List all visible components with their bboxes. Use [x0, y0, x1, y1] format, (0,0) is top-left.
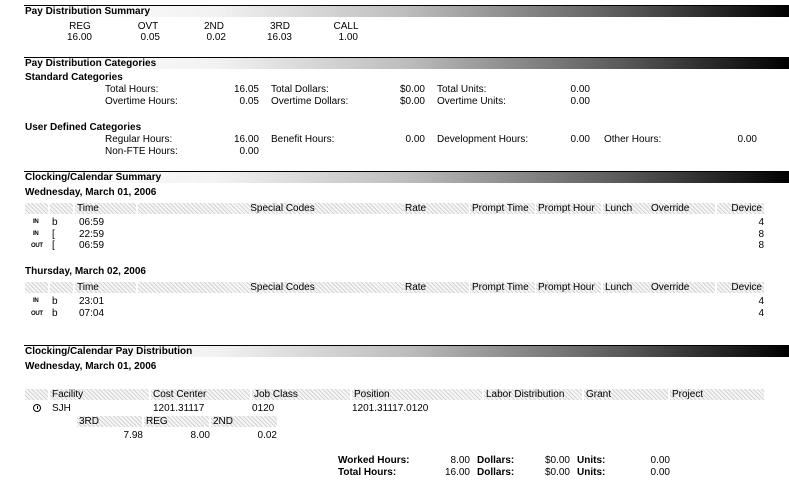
pay-date: Wednesday, March 01, 2006	[25, 361, 157, 372]
standard-categories-title: Standard Categories	[25, 72, 123, 83]
overtime-hours-value: 0.05	[239, 96, 259, 107]
punch-code: [	[52, 229, 55, 240]
header-device: Device	[717, 282, 764, 293]
summary-header-2nd: 2ND	[203, 21, 224, 32]
header-time: Time	[75, 282, 138, 293]
header-position: Position	[352, 389, 484, 400]
overtime-units-label: Overtime Units:	[437, 96, 506, 107]
total-hours-label: Total Hours:	[105, 84, 159, 95]
punch-code: b	[52, 296, 58, 307]
header-blank	[25, 389, 50, 400]
header-labor-distribution: Labor Distribution	[484, 389, 584, 400]
facility-value: SJH	[52, 403, 71, 414]
cost-center-value: 1201.31117	[153, 403, 205, 414]
other-hours-label: Other Hours:	[604, 134, 662, 145]
clock-out-icon: OUT	[31, 243, 43, 249]
day-date: Wednesday, March 01, 2006	[25, 187, 157, 198]
punch-code: b	[52, 217, 58, 228]
header-reg: REG	[144, 416, 211, 427]
header-override: Override	[649, 282, 717, 293]
worked-units-label: Units:	[577, 455, 606, 466]
pay-code-2nd-value: 0.02	[257, 430, 277, 441]
total-hours-summary-value: 16.00	[444, 467, 470, 478]
clock-icon	[33, 404, 41, 412]
clock-in-icon: IN	[33, 298, 39, 304]
header-special-codes: Special Codes	[138, 203, 429, 214]
summary-value-2nd: 0.02	[206, 32, 226, 43]
punch-time: 22:59	[79, 229, 105, 240]
header-rate: Rate	[403, 282, 471, 293]
user-defined-categories-title: User Defined Categories	[25, 122, 142, 133]
total-units-summary-label: Units:	[577, 467, 606, 478]
punch-device: 4	[758, 296, 764, 307]
non-fte-hours-label: Non-FTE Hours:	[105, 146, 178, 157]
total-hours-summary-label: Total Hours:	[338, 467, 397, 478]
header-2nd: 2ND	[211, 416, 277, 427]
punch-device: 8	[758, 229, 764, 240]
header-rate: Rate	[403, 203, 471, 214]
total-units-label: Total Units:	[437, 84, 487, 95]
worked-hours-value: 8.00	[450, 455, 470, 466]
punch-time: 06:59	[79, 240, 105, 251]
header-prompt-hour: Prompt Hour	[536, 203, 603, 214]
section-title: Pay Distribution Categories	[25, 58, 157, 69]
worked-dollars-label: Dollars:	[477, 455, 515, 466]
header-job-class: Job Class	[252, 389, 352, 400]
total-units-summary-value: 0.00	[650, 467, 670, 478]
header-blank	[50, 282, 75, 293]
header-project: Project	[670, 389, 764, 400]
header-3rd: 3RD	[77, 416, 144, 427]
summary-header-ovt: OVT	[137, 21, 159, 32]
total-dollars-label: Total Dollars:	[271, 84, 329, 95]
header-cost-center: Cost Center	[151, 389, 252, 400]
total-dollars-summary-value: $0.00	[544, 467, 570, 478]
worked-dollars-value: $0.00	[544, 455, 570, 466]
clock-in-icon: IN	[33, 231, 39, 237]
summary-header-3rd: 3RD	[269, 21, 290, 32]
section-title: Clocking/Calendar Pay Distribution	[25, 346, 193, 357]
header-blank	[25, 282, 50, 293]
benefit-hours-label: Benefit Hours:	[271, 134, 335, 145]
total-dollars-summary-label: Dollars:	[477, 467, 515, 478]
other-hours-value: 0.00	[737, 134, 757, 145]
header-lunch: Lunch	[603, 282, 651, 293]
job-class-value: 0120	[252, 403, 275, 414]
benefit-hours-value: 0.00	[405, 134, 425, 145]
regular-hours-label: Regular Hours:	[105, 134, 173, 145]
summary-value-reg: 16.00	[66, 32, 92, 43]
header-prompt-time: Prompt Time	[470, 203, 537, 214]
pay-code-header	[77, 416, 277, 427]
header-blank	[25, 203, 50, 214]
overtime-dollars-label: Overtime Dollars:	[271, 96, 349, 107]
header-override: Override	[649, 203, 717, 214]
punch-time: 06:59	[79, 217, 105, 228]
header-special-codes: Special Codes	[138, 282, 429, 293]
section-bar-pay-distribution-categories	[24, 57, 789, 69]
regular-hours-value: 16.00	[233, 134, 259, 145]
punch-code: [	[52, 240, 55, 251]
summary-value-call: 1.00	[338, 32, 358, 43]
section-bar-pay-distribution-summary	[24, 5, 789, 17]
punch-device: 4	[758, 217, 764, 228]
total-dollars-value: $0.00	[399, 84, 425, 95]
punch-time: 07:04	[79, 308, 105, 319]
section-title: Pay Distribution Summary	[25, 6, 151, 17]
clocking-table-header	[25, 203, 764, 214]
pay-code-reg-value: 8.00	[190, 430, 210, 441]
header-facility: Facility	[50, 389, 151, 400]
non-fte-hours-value: 0.00	[239, 146, 259, 157]
section-bar-clocking-pay-distribution	[24, 345, 789, 357]
worked-hours-label: Worked Hours:	[338, 455, 410, 466]
punch-code: b	[52, 308, 58, 319]
worked-units-value: 0.00	[650, 455, 670, 466]
clocking-table-header	[25, 282, 764, 293]
overtime-units-value: 0.00	[570, 96, 590, 107]
total-units-value: 0.00	[570, 84, 590, 95]
pay-code-3rd-value: 7.98	[123, 430, 143, 441]
header-device: Device	[717, 203, 764, 214]
header-blank	[50, 203, 75, 214]
overtime-dollars-value: $0.00	[399, 96, 425, 107]
punch-device: 8	[758, 240, 764, 251]
day-date: Thursday, March 02, 2006	[25, 266, 146, 277]
pay-table-header	[25, 389, 764, 400]
total-hours-value: 16.05	[233, 84, 259, 95]
overtime-hours-label: Overtime Hours:	[105, 96, 178, 107]
summary-value-ovt: 0.05	[140, 32, 160, 43]
development-hours-label: Development Hours:	[437, 134, 529, 145]
header-prompt-time: Prompt Time	[470, 282, 537, 293]
header-time: Time	[75, 203, 138, 214]
summary-header-reg: REG	[69, 21, 91, 32]
clock-out-icon: OUT	[31, 311, 43, 317]
development-hours-value: 0.00	[570, 134, 590, 145]
punch-time: 23:01	[79, 296, 105, 307]
punch-device: 4	[758, 308, 764, 319]
header-grant: Grant	[584, 389, 670, 400]
summary-header-call: CALL	[333, 21, 359, 32]
header-prompt-hour: Prompt Hour	[536, 282, 603, 293]
clock-in-icon: IN	[33, 219, 39, 225]
section-title: Clocking/Calendar Summary	[25, 172, 162, 183]
section-bar-clocking-summary	[24, 171, 789, 183]
header-lunch: Lunch	[603, 203, 651, 214]
position-value: 1201.31117.0120	[352, 403, 429, 414]
summary-value-3rd: 16.03	[266, 32, 292, 43]
